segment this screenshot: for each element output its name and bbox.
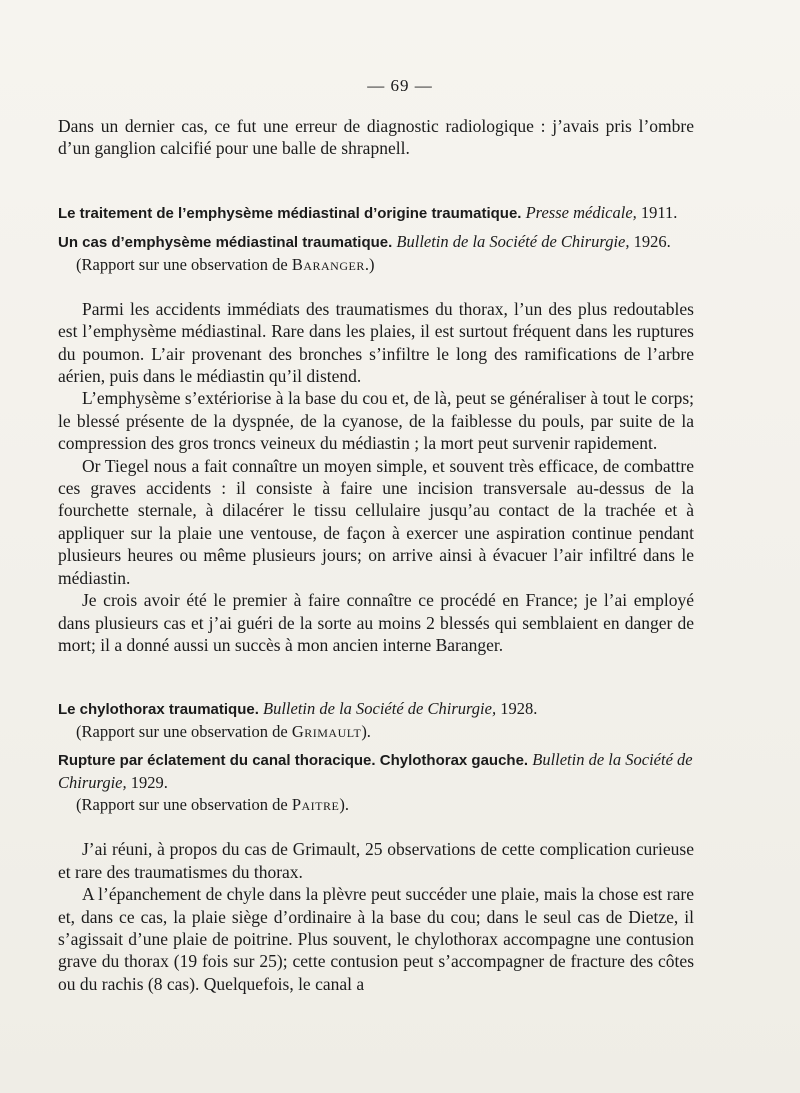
reference-year: 1926.: [633, 231, 671, 251]
reference-chylothorax-1929: [58, 749, 694, 816]
paragraph-emphyseme-1: Parmi les accidents immédiats des traumatismes du thorax, l’un des plus redoutables est l’emphysème médiastinal. Rare dans les plaies, il est surtout fréquent dans les ruptures du poumon. L’air provenant des bronches s’infiltre le long des ramifications de l’arbre aérien, puis dans le médiastin qu’il distend.: [58, 298, 694, 387]
reference-note-suffix: ).: [361, 722, 371, 742]
paragraph-emphyseme-4: Je crois avoir été le premier à faire connaître ce procédé en France; je l’ai employé dans plusieurs cas et j’ai guéri de la sorte au moins 2 blessés qui semblaient en danger de mort; il a donné aussi un succès à mon ancien interne Baranger.: [58, 590, 694, 655]
reference-note: [58, 794, 694, 816]
reference-note-suffix: .): [364, 254, 375, 274]
reference-note-name: Paitre: [291, 795, 340, 815]
page-number: — 69 —: [367, 76, 433, 95]
paragraph-emphyseme-2: L’emphysème s’extériorise à la base du cou et, de là, peut se généraliser à tout le corps; le blessé présente de la dyspnée, de la cyanose, de la faiblesse du pouls, par suite de la compression des gros troncs veineux du médiastin ; la mort peut survenir rapidement.: [58, 388, 694, 454]
paragraph-emphyseme-3: Or Tiegel nous a fait connaître un moyen simple, et souvent très efficace, de combattre ces graves accidents : il consiste à faire une incision transversale au-dessus de la fourchette sternale, à dilacérer le tissu cellulaire jusqu’au contact de la trachée et à appliquer sur la plaie une ventouse, de façon à exercer une aspiration continue pendant plusieurs heures ou même plusieurs jours; on arrive ainsi à évacuer l’air infiltré dans le médiastin.: [58, 455, 694, 588]
reference-note: [58, 721, 694, 743]
reference-year: 1928.: [500, 699, 538, 719]
reference-note-prefix: (Rapport sur une observation de: [76, 722, 288, 742]
reference-note-name: Grimault: [291, 722, 362, 742]
reference-note-suffix: ).: [339, 795, 349, 815]
reference-title: Le chylothorax traumatique.: [58, 701, 259, 719]
reference-title: Un cas d’emphysème médiastinal traumatique.: [58, 233, 393, 251]
reference-title: Rupture par éclatement du canal thoracique. Chylothorax gauche.: [58, 752, 529, 770]
paragraph-chylothorax-2: A l’épanchement de chyle dans la plèvre peut succéder une plaie, mais la chose est rare et, dans ce cas, la plaie siège d’ordinaire à la base du cou; dans le seul cas de Dietze, il s’agissait d’une plaie de poitrine. Plus souvent, le chylothorax accompagne une contusion grave du thorax (19 fois sur 25); cette contusion peut s’accompagner de fracture des côtes ou du rachis (8 cas). Quelquefois, le canal a: [58, 884, 694, 994]
reference-journal: Bulletin de la Société de Chirurgie,: [58, 750, 693, 793]
reference-note-prefix: (Rapport sur une observation de: [76, 254, 288, 274]
intro-paragraph: Dans un dernier cas, ce fut une erreur de diagnostic radiologique : j’avais pris l’ombre d’un ganglion calcifié pour une balle de shrapnell.: [58, 116, 694, 159]
reference-chylothorax-1928: [58, 698, 694, 743]
reference-note-name: Baranger: [291, 254, 365, 274]
reference-year: 1911.: [640, 202, 678, 222]
reference-note: [58, 254, 694, 276]
page-content: [58, 115, 694, 995]
reference-title: Le traitement de l’emphysème médiastinal d’origine traumatique.: [58, 204, 522, 222]
reference-journal: Bulletin de la Société de Chirurgie,: [396, 231, 630, 251]
reference-note-prefix: (Rapport sur une observation de: [76, 795, 288, 815]
reference-emphyseme-1926: [58, 231, 694, 276]
reference-year: 1929.: [130, 773, 168, 793]
paragraph-chylothorax-1: J’ai réuni, à propos du cas de Grimault, 25 observations de cette complication curieuse et rare des traumatismes du thorax.: [58, 839, 694, 882]
reference-emphyseme-1911: [58, 202, 694, 225]
reference-journal: Bulletin de la Société de Chirurgie,: [263, 699, 497, 719]
reference-journal: Presse médicale,: [525, 202, 637, 222]
